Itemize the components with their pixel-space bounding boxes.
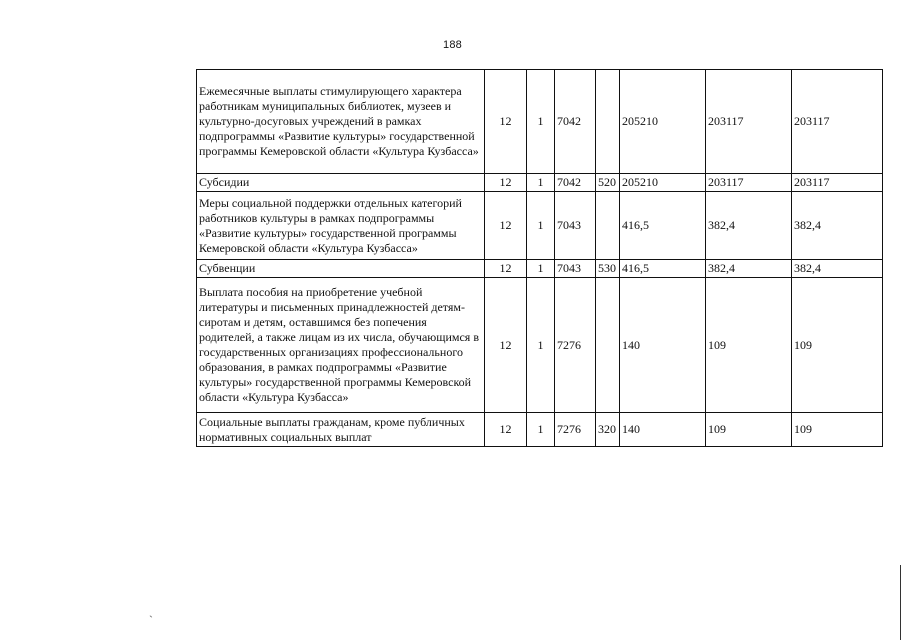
scan-tick-mark: ` [149,613,153,627]
table-row [197,278,883,413]
section-cell: 12 [485,174,527,192]
article-cell: 7276 [555,413,596,447]
subsection-cell: 1 [527,70,555,174]
table-row [197,174,883,192]
section-cell: 12 [485,70,527,174]
expense-type-cell: 520 [596,174,620,192]
value-2-cell: 382,4 [706,192,792,260]
subsection-cell: 1 [527,174,555,192]
article-cell: 7276 [555,278,596,413]
value-3-cell: 203117 [792,174,883,192]
subsection-cell: 1 [527,278,555,413]
section-cell: 12 [485,192,527,260]
value-3-cell: 382,4 [792,192,883,260]
subsection-cell: 1 [527,413,555,447]
table-row [197,70,883,174]
section-cell: 12 [485,260,527,278]
value-3-cell: 109 [792,278,883,413]
subsection-cell: 1 [527,260,555,278]
value-1-cell: 205210 [620,174,706,192]
budget-table [196,69,883,447]
value-2-cell: 109 [706,278,792,413]
value-1-cell: 416,5 [620,192,706,260]
article-cell: 7043 [555,192,596,260]
value-3-cell: 203117 [792,70,883,174]
article-cell: 7043 [555,260,596,278]
expense-type-cell: 530 [596,260,620,278]
expense-type-cell: 320 [596,413,620,447]
expense-type-cell [596,192,620,260]
table-row [197,260,883,278]
section-cell: 12 [485,278,527,413]
page-edge-line [900,565,901,640]
page-number: 188 [443,39,462,51]
row-name-cell: Меры социальной поддержки отдельных категорий работников культуры в рамках подпрограммы «Развитие культуры» государственной программы Кемеровской области «Культура Кузбасса» [197,192,485,260]
article-cell: 7042 [555,70,596,174]
row-name-cell: Выплата пособия на приобретение учебной литературы и письменных принадлежностей детям-сиротам и детям, оставшимся без попечения родителей, а также лицам из их числа, обучающимся в государственных организациях профессионального образования, в рамках подпрограммы «Развитие культуры» государственной программы Кемеровской области «Культура Кузбасса» [197,278,485,413]
row-name-cell: Субсидии [197,174,485,192]
expense-type-cell [596,278,620,413]
value-2-cell: 382,4 [706,260,792,278]
table-row [197,413,883,447]
value-1-cell: 140 [620,413,706,447]
value-2-cell: 203117 [706,70,792,174]
row-name-cell: Субвенции [197,260,485,278]
article-cell: 7042 [555,174,596,192]
value-3-cell: 109 [792,413,883,447]
section-cell: 12 [485,413,527,447]
row-name-cell: Ежемесячные выплаты стимулирующего характера работникам муниципальных библиотек, музеев и культурно-досуговых учреждений в рамках подпрограммы «Развитие культуры» государственной программы Кемеровской области «Культура Кузбасса» [197,70,485,174]
row-name-cell: Социальные выплаты гражданам, кроме публичных нормативных социальных выплат [197,413,485,447]
value-1-cell: 205210 [620,70,706,174]
table-row [197,192,883,260]
value-2-cell: 203117 [706,174,792,192]
value-3-cell: 382,4 [792,260,883,278]
value-2-cell: 109 [706,413,792,447]
value-1-cell: 140 [620,278,706,413]
subsection-cell: 1 [527,192,555,260]
expense-type-cell [596,70,620,174]
value-1-cell: 416,5 [620,260,706,278]
